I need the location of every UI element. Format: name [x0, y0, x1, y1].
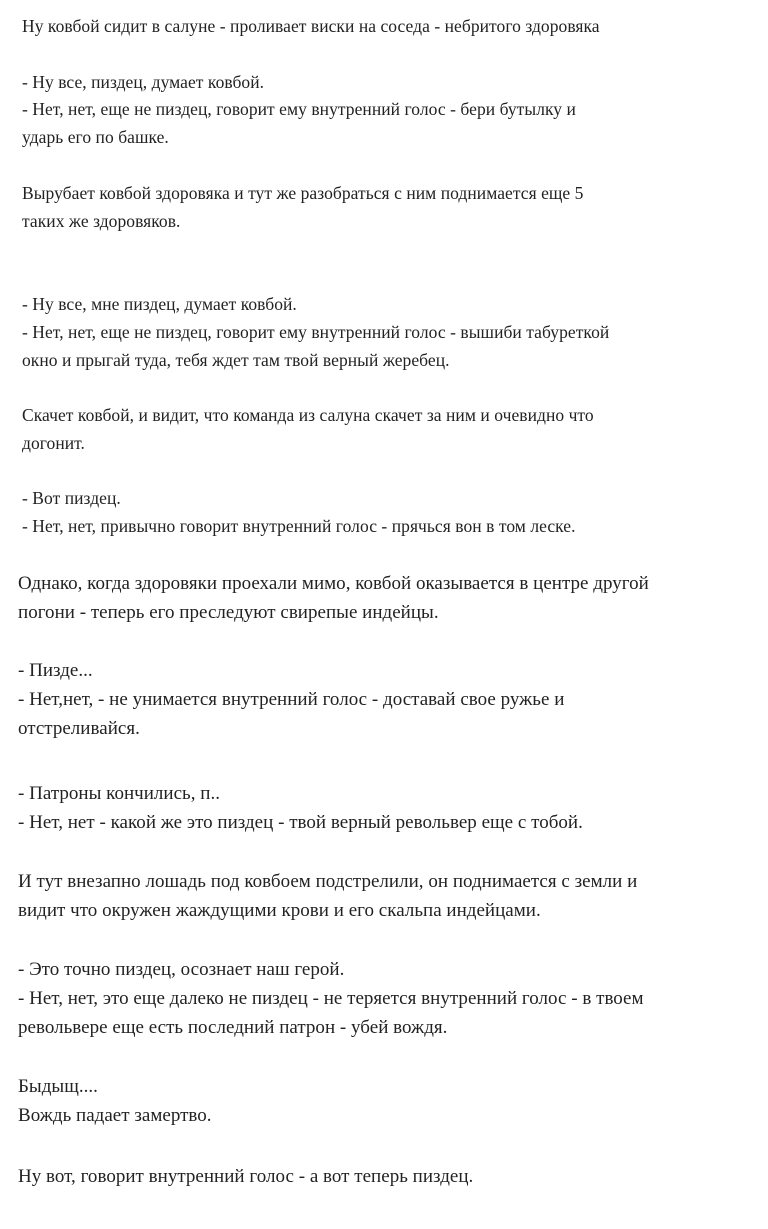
text-line: - Нет,нет, - не унимается внутренний голос - доставай свое ружье и [18, 689, 565, 710]
text-line: Однако, когда здоровяки проехали мимо, ковбой оказывается в центре другой [18, 573, 649, 594]
text-line: окно и прыгай туда, тебя ждет там твой верный жеребец. [22, 350, 450, 370]
text-line: Вождь падает замертво. [18, 1105, 212, 1126]
text-line: - Ну все, мне пиздец, думает ковбой. [22, 294, 297, 314]
text-line: - Патроны кончились, п.. [18, 783, 221, 804]
text-line: - Нет, нет, еще не пиздец, говорит ему внутренний голос - бери бутылку и [22, 99, 576, 119]
text-line: - Пизде... [18, 660, 93, 681]
text-line: - Нет, нет - какой же это пиздец - твой верный револьвер еще с тобой. [18, 812, 583, 833]
text-line: И тут внезапно лошадь под ковбоем подстрелили, он поднимается с земли и [18, 871, 638, 892]
text-line: Вырубает ковбой здоровяка и тут же разобраться с ним поднимается еще 5 [22, 183, 584, 203]
text-line: - Нет, нет, еще не пиздец, говорит ему внутренний голос - вышиби табуреткой [22, 322, 610, 342]
text-line: револьвере еще есть последний патрон - убей вождя. [18, 1017, 448, 1038]
text-line: Ну ковбой сидит в салуне - проливает виски на соседа - небритого здоровяка [22, 16, 600, 36]
text-line: видит что окружен жаждущими крови и его скальпа индейцами. [18, 900, 541, 921]
text-line: ударь его по башке. [22, 127, 169, 147]
text-line: догонит. [22, 433, 85, 453]
text-line: - Нет, нет, это еще далеко не пиздец - не теряется внутренний голос - в твоем [18, 988, 644, 1009]
text-line: - Вот пиздец. [22, 488, 121, 508]
text-line: - Нет, нет, привычно говорит внутренний голос - прячься вон в том леске. [22, 516, 576, 536]
text-line: отстреливайся. [18, 718, 140, 739]
text-line: таких же здоровяков. [22, 211, 181, 231]
text-line: - Это точно пиздец, осознает наш герой. [18, 959, 345, 980]
text-line: Скачет ковбой, и видит, что команда из салуна скачет за ним и очевидно что [22, 405, 594, 425]
text-line: Ну вот, говорит внутренний голос - а вот теперь пиздец. [18, 1166, 474, 1187]
text-line: Быдыщ.... [18, 1076, 98, 1097]
text-line: погони - теперь его преследуют свирепые индейцы. [18, 602, 439, 623]
text-line: - Ну все, пиздец, думает ковбой. [22, 72, 265, 92]
